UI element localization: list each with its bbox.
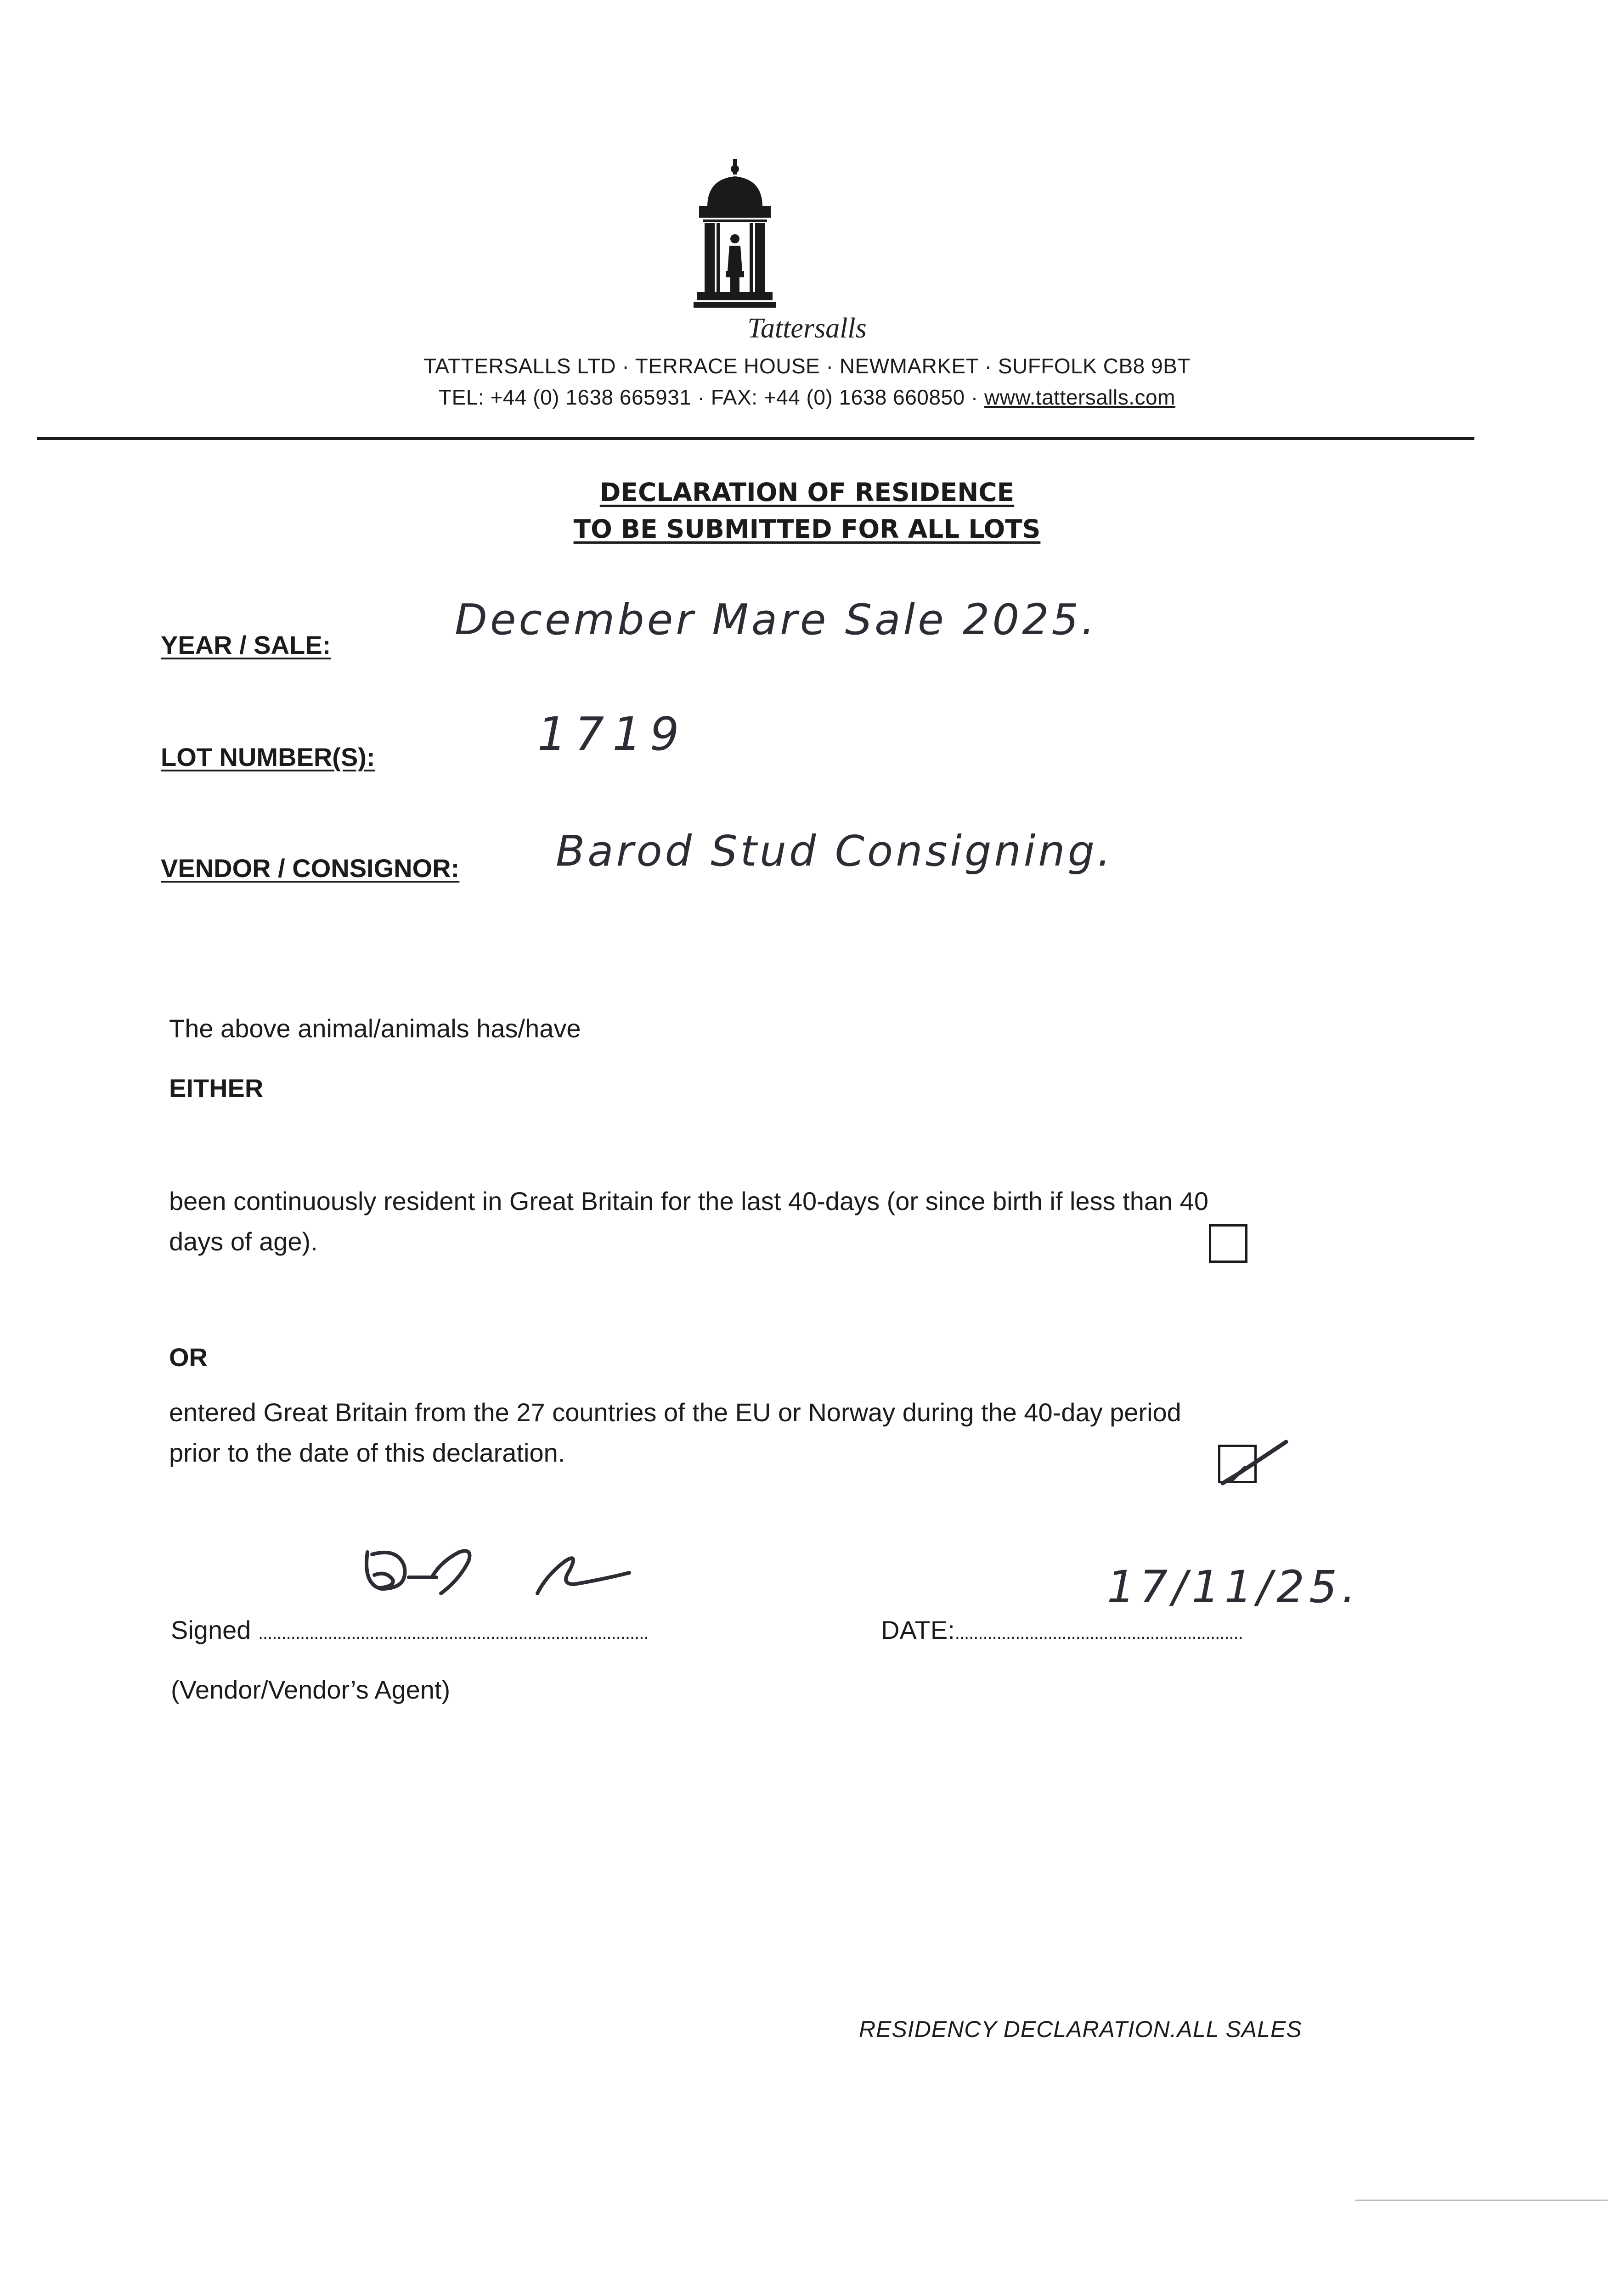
footer-rule	[1355, 2200, 1608, 2201]
either-heading: EITHER	[169, 1074, 264, 1103]
lot-number-label: LOT NUMBER(S):	[161, 743, 375, 771]
year-sale-label: YEAR / SALE:	[161, 630, 331, 659]
document-footer: RESIDENCY DECLARATION.ALL SALES	[859, 2016, 1302, 2042]
lot-number-value[interactable]: 1719	[537, 707, 688, 761]
company-contact	[0, 385, 1614, 410]
signed-line	[171, 1607, 648, 1656]
option1-line2: days of age).	[169, 1227, 318, 1256]
or-heading: OR	[169, 1343, 208, 1372]
signer-role: (Vendor/Vendor’s Agent)	[171, 1675, 451, 1704]
option2-line1: entered Great Britain from the 27 countries of the EU or Norway during the 40-day period	[169, 1398, 1181, 1427]
statement-intro: The above animal/animals has/have	[169, 1014, 581, 1043]
website-link[interactable]: www.tattersalls.com	[984, 385, 1175, 409]
signed-dots[interactable]: ....................................................................................	[258, 1623, 649, 1643]
date-value[interactable]: 17/11/25.	[1107, 1561, 1360, 1613]
option2-line2: prior to the date of this declaration.	[169, 1438, 565, 1467]
year-sale-value[interactable]: December Mare Sale 2025.	[455, 595, 1098, 644]
date-line	[881, 1607, 1243, 1656]
option1-checkbox[interactable]	[1209, 1224, 1247, 1263]
date-dots[interactable]: ..............................................................	[954, 1623, 1243, 1643]
checkmark-icon	[1213, 1424, 1295, 1492]
company-address: TATTERSALLS LTD · TERRACE HOUSE · NEWMARKET · SUFFOLK CB8 9BT	[423, 354, 1191, 378]
date-label: DATE:	[881, 1615, 955, 1644]
brand-name: Tattersalls	[747, 313, 867, 344]
document-subtitle: TO BE SUBMITTED FOR ALL LOTS	[573, 514, 1041, 544]
signature-scribble	[354, 1534, 648, 1607]
tattersalls-logo	[689, 156, 781, 321]
vendor-value[interactable]: Barod Stud Consigning.	[556, 827, 1114, 876]
vendor-label: VENDOR / CONSIGNOR:	[161, 854, 460, 883]
phone-fax: TEL: +44 (0) 1638 665931 · FAX: +44 (0) 1638 660850 ·	[439, 385, 985, 409]
header-divider	[37, 437, 1474, 440]
document-title: DECLARATION OF RESIDENCE	[599, 478, 1015, 507]
signed-label: Signed	[171, 1615, 251, 1644]
option1-line1: been continuously resident in Great Britain for the last 40-days (or since birth if less than 40	[169, 1187, 1208, 1216]
